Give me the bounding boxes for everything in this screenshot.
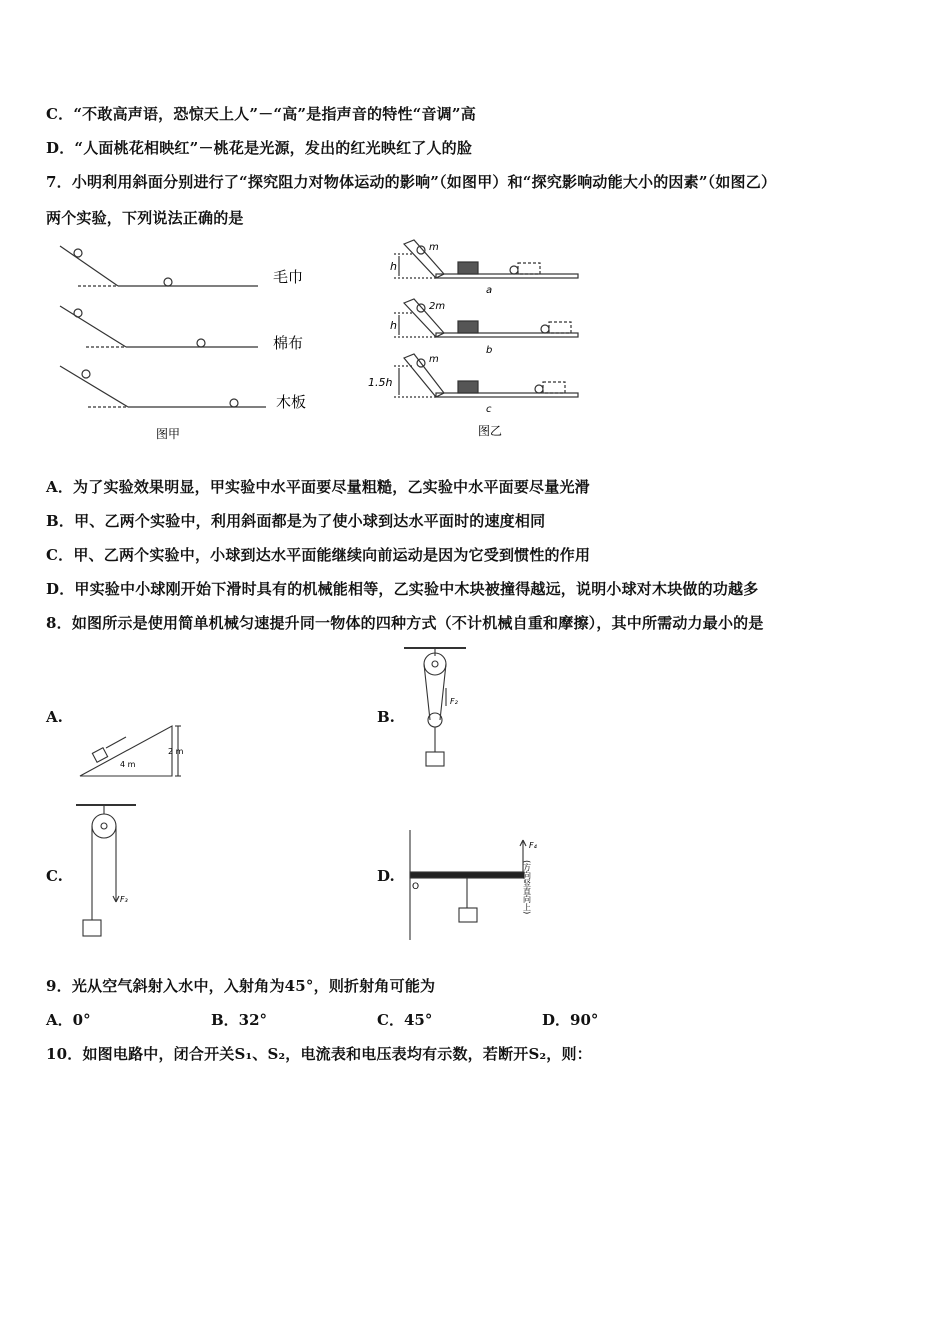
force-direction-note: (方向竖直向上) xyxy=(522,860,532,915)
lever-figure xyxy=(405,828,543,944)
height-label: h xyxy=(390,319,397,332)
question-7-line1: 7．小明利用斜面分别进行了“探究阻力对物体运动的影响”（如图甲）和“探究影响动能大小的因素”（如图乙） xyxy=(46,173,777,191)
q9-option-a: A．0° xyxy=(46,1011,91,1029)
row-tag: a xyxy=(486,285,493,296)
incline-figure xyxy=(76,722,188,780)
q8-option-c-label: C. xyxy=(46,867,63,885)
force-label: F₄ xyxy=(529,841,537,850)
question-9: 9．光从空气斜射入水中，入射角为45°，则折射角可能为 xyxy=(46,977,436,995)
question-7-line2: 两个实验，下列说法正确的是 xyxy=(46,209,244,227)
surface-label: 棉布 xyxy=(273,334,304,352)
pivot-label: O xyxy=(412,882,420,892)
surface-label: 木板 xyxy=(276,393,307,411)
option-d-q6: D．“人面桃花相映红”－桃花是光源，发出的红光映红了人的脸 xyxy=(46,139,473,157)
option-b-q7: B．甲、乙两个实验中，利用斜面都是为了使小球到达水平面时的速度相同 xyxy=(46,512,546,530)
mass-label: m xyxy=(429,242,439,253)
incline-height: 2 m xyxy=(168,747,184,756)
figure-caption: 图乙 xyxy=(478,424,503,438)
q8-option-a-label: A. xyxy=(46,708,63,726)
option-d-q7: D．甲实验中小球刚开始下滑时具有的机械能相等，乙实验中木块被撞得越远，说明小球对木块做的功越多 xyxy=(46,580,759,598)
question-8: 8．如图所示是使用简单机械匀速提升同一物体的四种方式（不计机械自重和摩擦），其中所需动力最小的是 xyxy=(46,614,764,632)
incline-length: 4 m xyxy=(120,760,136,769)
force-label: F₃ xyxy=(120,895,128,904)
mass-label: 2m xyxy=(429,301,446,312)
figure-yi xyxy=(366,236,592,444)
option-a-q7: A．为了实验效果明显，甲实验中水平面要尽量粗糙，乙实验中水平面要尽量光滑 xyxy=(46,478,590,496)
force-label: F₂ xyxy=(450,697,458,706)
fixed-pulley-figure xyxy=(74,802,140,942)
question-10: 10．如图电路中，闭合开关S₁、S₂，电流表和电压表均有示数，若断开S₂，则： xyxy=(46,1045,592,1063)
q8-option-d-label: D. xyxy=(377,867,395,885)
height-label: h xyxy=(390,260,397,273)
q9-option-c: C．45° xyxy=(377,1011,433,1029)
q9-option-b: B．32° xyxy=(211,1011,268,1029)
height-label: 1.5h xyxy=(368,376,393,389)
row-tag: c xyxy=(486,404,492,415)
mass-label: m xyxy=(429,354,439,365)
figure-caption: 图甲 xyxy=(156,427,181,441)
q8-option-b-label: B. xyxy=(377,708,395,726)
row-tag: b xyxy=(486,345,493,356)
option-c-q6: C．“不敢高声语，恐惊天上人”－“高”是指声音的特性“音调”高 xyxy=(46,105,476,123)
surface-label: 毛巾 xyxy=(273,268,304,286)
figure-jia xyxy=(48,240,338,445)
option-c-q7: C．甲、乙两个实验中，小球到达水平面能继续向前运动是因为它受到惯性的作用 xyxy=(46,546,591,564)
pulley-block-figure xyxy=(402,644,470,780)
q9-option-d: D．90° xyxy=(542,1011,599,1029)
